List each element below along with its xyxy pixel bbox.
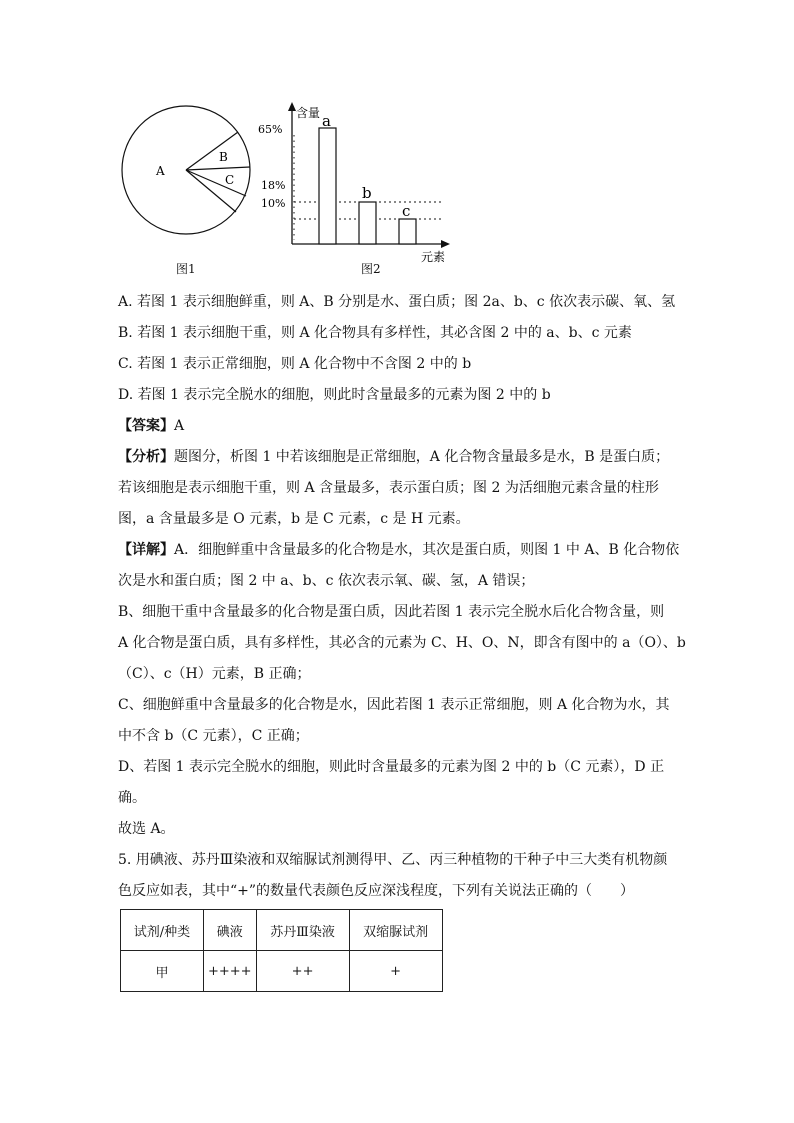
question5-line-2: 色反应如表，其中“+”的数量代表颜色反应深浅程度，下列有关说法正确的（ ）: [118, 883, 635, 899]
detail-line-4: A 化合物是蛋白质，具有多样性，其必含的元素为 C、H、O、N，即含有图中的 a（O）、b: [118, 635, 686, 651]
table-cell: 甲: [121, 951, 204, 992]
table-cell: ++++: [204, 951, 257, 992]
detail-text-1: A．细胞鲜重中含量最多的化合物是水，其次是蛋白质，则图 1 中 A、B 化合物依: [174, 542, 680, 558]
table-header-cell: 苏丹Ⅲ染液: [256, 910, 349, 951]
detail-line-5: （C）、c（H）元素，B 正确；: [118, 666, 311, 682]
pie-label-a: A: [156, 164, 165, 178]
tick-label-18: 18%: [261, 179, 286, 192]
analysis-line-1: [118, 442, 678, 473]
figures-area: [118, 100, 458, 280]
figure2-bar-chart: [258, 102, 450, 264]
table-row: [121, 951, 443, 992]
answer-value: A: [174, 418, 185, 434]
figure2-caption: 图2: [361, 262, 381, 276]
option-c: C. 若图 1 表示正常细胞，则 A 化合物中不含图 2 中的 b: [118, 356, 472, 372]
figure1-pie: [122, 106, 250, 234]
bar-c: [399, 219, 416, 244]
answer-line: [118, 411, 678, 442]
pie-divider-3: [186, 170, 246, 196]
analysis-label: 【分析】: [118, 449, 174, 465]
tick-label-10: 10%: [261, 197, 286, 210]
detail-line-6: C、细胞鲜重中含量最多的化合物是水，因此若图 1 表示正常细胞，则 A 化合物为水，其: [118, 697, 670, 713]
bar-label-b: b: [362, 184, 372, 202]
figures-svg: [118, 100, 458, 280]
detail-line-8: D、若图 1 表示完全脱水的细胞，则此时含量最多的元素为图 2 中的 b（C 元素），D 正: [118, 759, 665, 775]
reaction-table: [120, 909, 443, 992]
bar-label-a: a: [322, 112, 331, 130]
x-axis-arrow: [441, 240, 450, 248]
pie-label-b: B: [219, 150, 228, 164]
tick-label-65: 65%: [258, 123, 283, 136]
detail-line-9: 确。: [118, 790, 146, 806]
table-header-row: [121, 910, 443, 951]
bar-label-c: c: [402, 202, 411, 220]
pie-divider-1: [186, 132, 238, 170]
table-cell: ++: [256, 951, 349, 992]
figure1-caption: 图1: [176, 262, 196, 276]
x-axis-label: 元素: [421, 250, 446, 264]
bar-a: [319, 128, 336, 244]
pie-label-c: C: [225, 173, 235, 187]
analysis-line-2: 若该细胞是表示细胞干重，则 A 含量最多，表示蛋白质；图 2 为活细胞元素含量的柱形: [118, 480, 659, 496]
table-cell: +: [349, 951, 442, 992]
y-axis-label: 含量: [296, 106, 321, 120]
table-header-cell: 碘液: [204, 910, 257, 951]
detail-line-7: 中不含 b（C 元素），C 正确；: [118, 728, 309, 744]
option-b: B. 若图 1 表示细胞干重，则 A 化合物具有多样性，其必含图 2 中的 a、b、c 元素: [118, 325, 632, 341]
y-axis-arrow: [288, 102, 296, 111]
table-header-cell: 双缩脲试剂: [349, 910, 442, 951]
analysis-text-1: 题图分，析图 1 中若该细胞是正常细胞，A 化合物含量最多是水，B 是蛋白质；: [174, 449, 670, 465]
detail-label: 【详解】: [118, 542, 174, 558]
detail-line-1: [118, 535, 678, 566]
pie-divider-2: [186, 167, 250, 170]
option-d: D. 若图 1 表示完全脱水的细胞，则此时含量最多的元素为图 2 中的 b: [118, 387, 551, 403]
detail-line-10: 故选 A。: [118, 821, 175, 837]
table-header-cell: 试剂/种类: [121, 910, 204, 951]
analysis-line-3: 图，a 含量最多是 O 元素，b 是 C 元素，c 是 H 元素。: [118, 511, 470, 527]
question5-line-1: 5. 用碘液、苏丹Ⅲ染液和双缩脲试剂测得甲、乙、丙三种植物的干种子中三大类有机物颜: [118, 852, 668, 868]
text-body: [118, 287, 686, 907]
detail-line-2: 次是水和蛋白质；图 2 中 a、b、c 依次表示氧、碳、氢，A 错误；: [118, 573, 535, 589]
detail-line-3: B、细胞干重中含量最多的化合物是蛋白质，因此若图 1 表示完全脱水后化合物含量，则: [118, 604, 665, 620]
option-a: A. 若图 1 表示细胞鲜重，则 A、B 分别是水、蛋白质；图 2a、b、c 依次表示碳、氧、氢: [118, 294, 676, 310]
answer-label: 【答案】: [118, 418, 174, 434]
bar-b: [359, 202, 376, 244]
